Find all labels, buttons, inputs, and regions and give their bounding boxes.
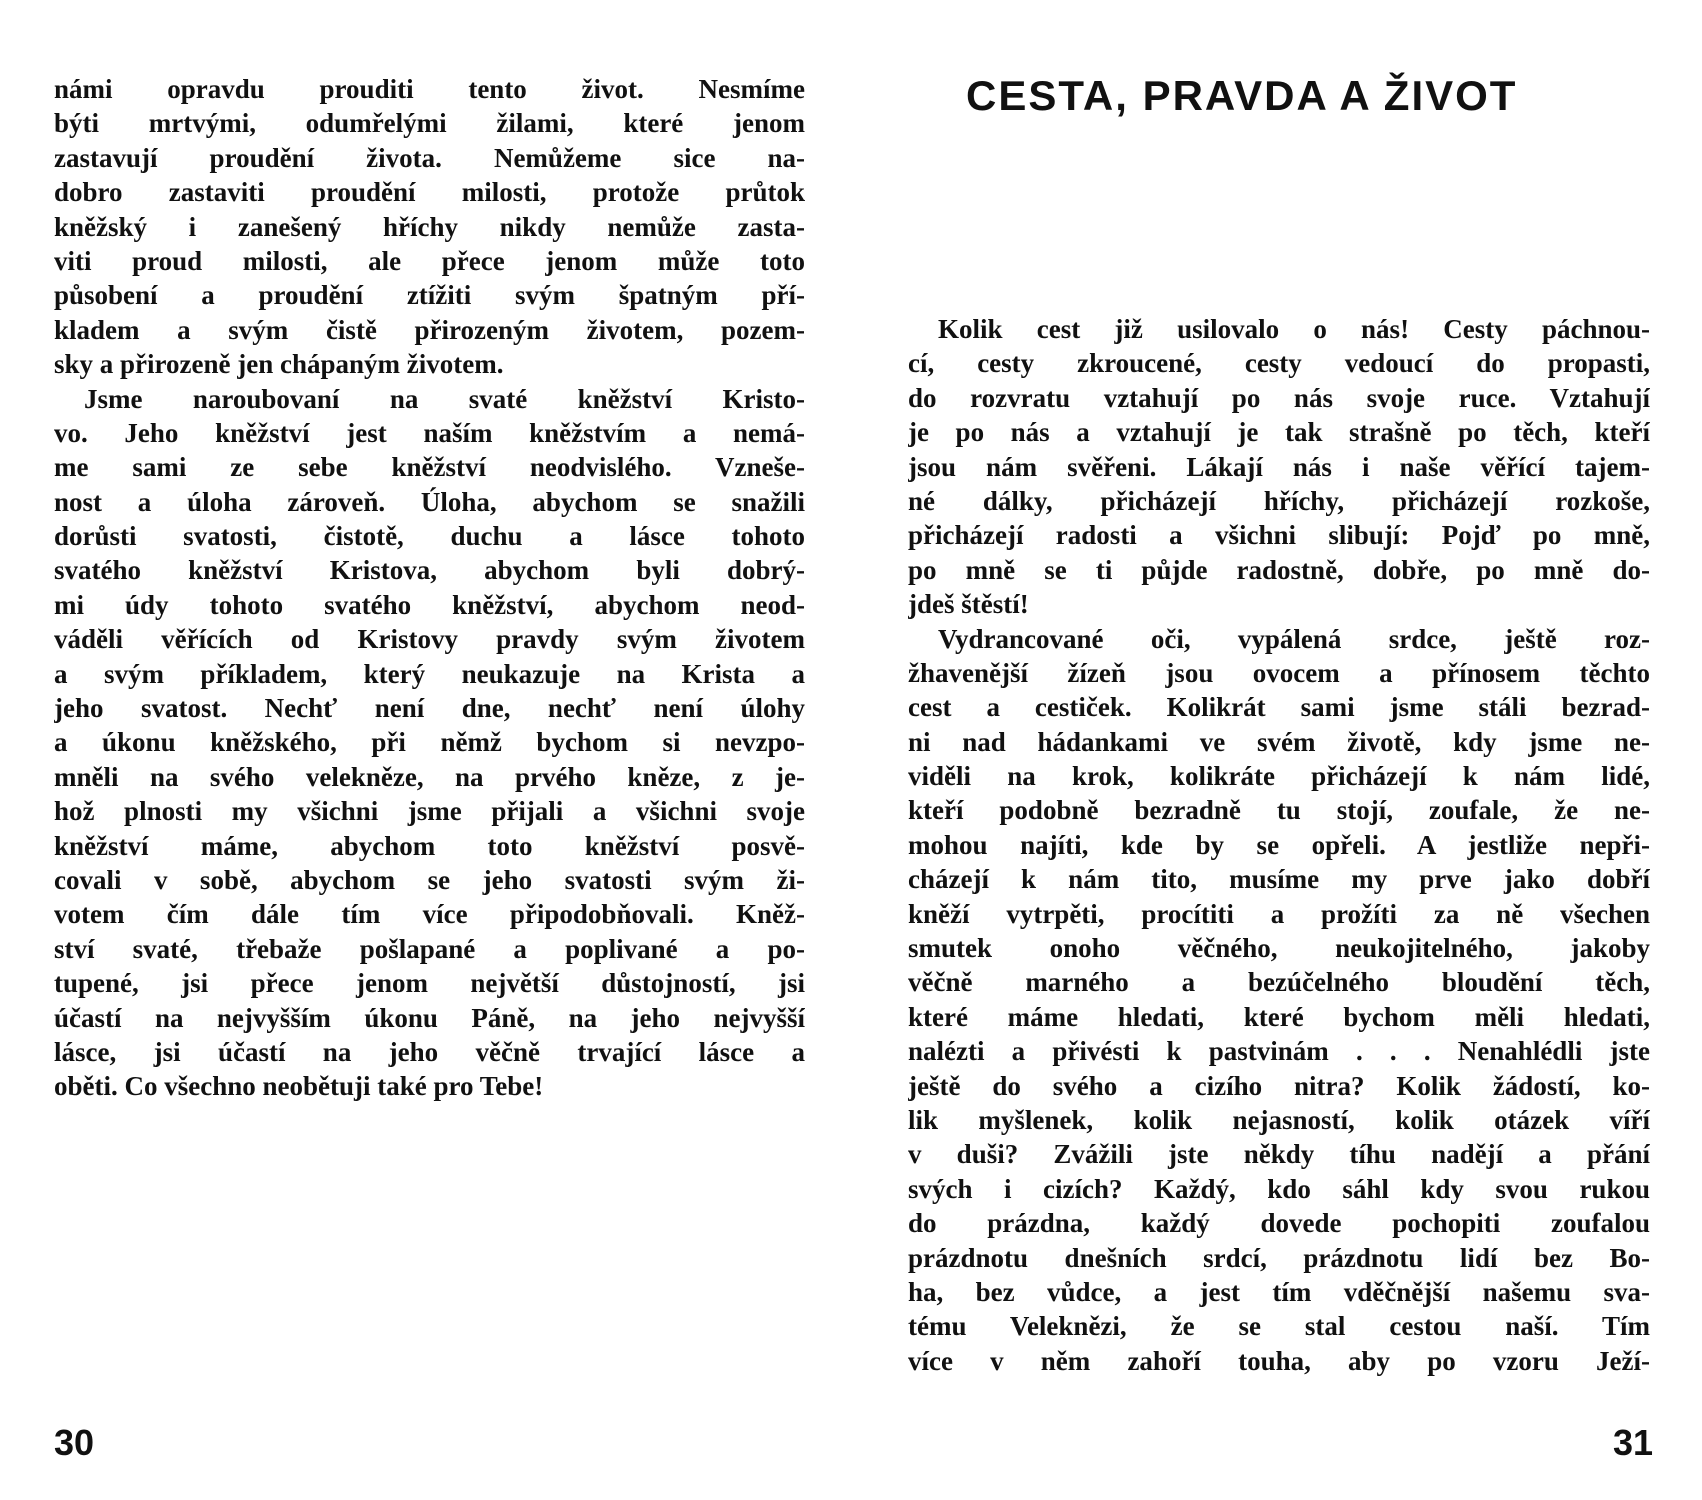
text-line: Vydrancované oči, vypálená srdce, ještě roz- xyxy=(938,623,1650,654)
text-line: váděli věřících od Kristovy pravdy svým životem xyxy=(54,624,805,655)
text-line: do rozvratu vztahují po nás svoje ruce. Vztahují xyxy=(908,382,1650,413)
text-line: nalézti a přivésti k pastvinám . . . Nenahlédli jste xyxy=(908,1036,1650,1067)
text-line: námi opravdu prouditi tento život. Nesmíme xyxy=(54,74,805,104)
left-page-number: 30 xyxy=(54,1422,95,1463)
text-line: Kolik cest již usilovalo o nás! Cesty páchnou- xyxy=(938,314,1650,344)
text-line: zastavují proudění života. Nemůžeme sice na- xyxy=(54,142,805,173)
text-line: né dálky, přicházejí hříchy, přicházejí rozkoše, xyxy=(908,485,1650,516)
right-page-number: 31 xyxy=(1613,1422,1654,1463)
text-line: mohou najíti, kde by se opřeli. A jestliže nepři- xyxy=(908,829,1650,860)
text-line: kněžství máme, abychom toto kněžství posvě- xyxy=(54,830,805,861)
text-line: ství svaté, třebaže pošlapané a poplivané a po- xyxy=(54,933,805,964)
text-line: hož plnosti my všichni jsme přijali a všichni svoje xyxy=(54,796,805,827)
text-line: býti mrtvými, odumřelými žilami, které jenom xyxy=(54,108,805,139)
text-line: dobro zastaviti proudění milosti, protože průtok xyxy=(54,177,805,208)
text-line: Jsme naroubovaní na svaté kněžství Kristo- xyxy=(84,383,805,414)
text-line: kněží vytrpěti, procítiti a prožíti za ně všechen xyxy=(908,898,1650,929)
text-line: vo. Jeho kněžství jest naším kněžstvím a nemá- xyxy=(54,417,805,448)
text-line: jdeš štěstí! xyxy=(908,589,1029,620)
text-line: jeho svatost. Nechť není dne, nechť není úlohy xyxy=(54,693,805,724)
text-line: cházejí k nám tito, musíme my prve jako dobří xyxy=(908,864,1650,895)
text-line: dorůsti svatosti, čistotě, duchu a lásce tohoto xyxy=(54,521,805,552)
text-line: smutek onoho věčného, neukojitelného, jakoby xyxy=(908,933,1650,964)
text-line: žhavenější žízeň jsou ovocem a přínosem těchto xyxy=(908,657,1650,688)
text-line: cest a cestiček. Kolikrát sami jsme stáli bezrad- xyxy=(908,692,1650,723)
text-line: mněli na svého velekněze, na prvého kněze, z je- xyxy=(54,761,805,792)
text-line: lásce, jsi účastí na jeho věčně trvající lásce a xyxy=(54,1036,805,1067)
text-line: ha, bez vůdce, a jest tím vděčnější našemu sva- xyxy=(908,1276,1650,1307)
text-line: do prázdna, každý dovede pochopiti zoufalou xyxy=(908,1208,1650,1239)
text-line: kteří podobně bezradně tu stojí, zoufale, že ne- xyxy=(908,795,1650,826)
text-line: tupené, jsi přece jenom největší důstojností, jsi xyxy=(54,968,805,999)
text-line: oběti. Co všechno neobětuji také pro Tebe! xyxy=(54,1071,544,1102)
text-line: ni nad hádankami ve svém životě, kdy jsme ne- xyxy=(908,726,1650,757)
text-line: me sami ze sebe kněžství neodvislého. Vzneše- xyxy=(54,452,805,483)
text-line: viděli na krok, kolikráte přicházejí k nám lidé, xyxy=(908,761,1650,792)
text-line: účastí na nejvyšším úkonu Páně, na jeho nejvyšší xyxy=(54,1002,805,1033)
text-line: kladem a svým čistě přirozeným životem, pozem- xyxy=(54,314,805,345)
text-line: je po nás a vztahují je tak strašně po těch, kteří xyxy=(908,417,1650,448)
text-line: covali v sobě, abychom se jeho svatosti svým ži- xyxy=(54,864,805,895)
text-line: a svým příkladem, který neukazuje na Krista a xyxy=(54,658,805,689)
text-line: a úkonu kněžského, při němž bychom si nevzpo- xyxy=(54,727,805,758)
text-line: věčně marného a bezúčelného bloudění těch, xyxy=(908,967,1650,998)
right-page xyxy=(851,0,1702,1500)
text-line: prázdnotu dnešních srdcí, prázdnotu lidí bez Bo- xyxy=(908,1242,1650,1273)
text-line: sky a přirozeně jen chápaným životem. xyxy=(54,349,504,380)
right-page-text xyxy=(908,312,1650,1378)
text-line: více v něm zahoří touha, aby po vzoru Ježí- xyxy=(908,1345,1650,1376)
left-page-text xyxy=(54,72,805,1104)
text-line: nost a úloha zároveň. Úloha, abychom se snažili xyxy=(54,486,805,517)
text-line: v duši? Zvážili jste někdy tíhu nadějí a přání xyxy=(908,1139,1650,1170)
text-line: po mně se ti půjde radostně, dobře, po mně do- xyxy=(908,554,1650,585)
text-line: mi údy tohoto svatého kněžství, abychom neod- xyxy=(54,589,805,620)
text-line: působení a proudění ztížiti svým špatným pří- xyxy=(54,280,805,311)
text-line: přicházejí radosti a všichni slibují: Pojď po mně, xyxy=(908,520,1650,551)
text-line: kněžský i zanešený hříchy nikdy nemůže zasta- xyxy=(54,211,805,242)
text-line: které máme hledati, které bychom měli hledati, xyxy=(908,1001,1650,1032)
text-line: svých i cizích? Každý, kdo sáhl kdy svou rukou xyxy=(908,1173,1650,1204)
text-line: cí, cesty zkroucené, cesty vedoucí do propasti, xyxy=(908,348,1650,379)
text-line: votem čím dále tím více připodobňovali. Kněž- xyxy=(54,899,805,930)
text-line: svatého kněžství Kristova, abychom byli dobrý- xyxy=(54,555,805,586)
chapter-title: CESTA, PRAVDA A ŽIVOT xyxy=(966,72,1518,119)
text-line: jsou nám svěřeni. Lákají nás i naše věřící tajem- xyxy=(908,451,1650,482)
text-line: tému Veleknězi, že se stal cestou naší. Tím xyxy=(908,1311,1650,1342)
text-line: ještě do svého a cizího nitra? Kolik žádostí, ko- xyxy=(908,1070,1650,1101)
text-line: viti proud milosti, ale přece jenom může toto xyxy=(54,245,805,276)
text-line: lik myšlenek, kolik nejasností, kolik otázek víří xyxy=(908,1104,1650,1135)
